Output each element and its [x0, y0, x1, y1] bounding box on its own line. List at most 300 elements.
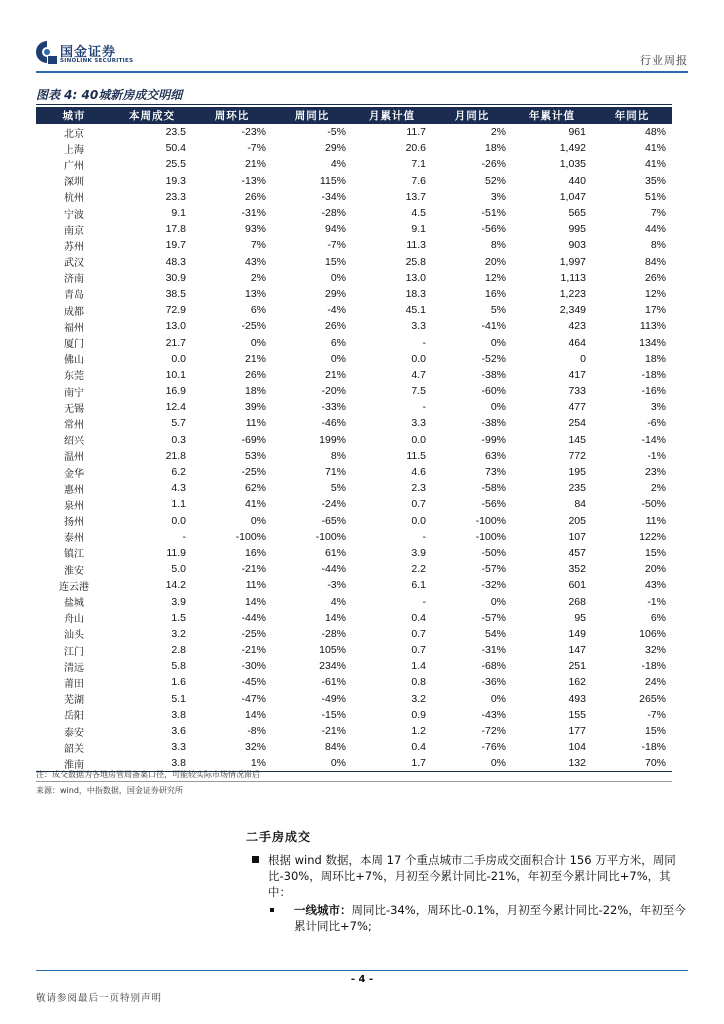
value-cell: 1,492 [559, 142, 586, 155]
city-cell: 无锡 [64, 403, 84, 415]
city-cell: 清远 [64, 662, 84, 674]
value-cell: 7% [250, 239, 266, 252]
city-cell: 成都 [64, 306, 84, 318]
value-cell: 11% [245, 417, 266, 430]
value-cell: 4.7 [411, 368, 426, 381]
value-cell: 7% [650, 207, 666, 220]
value-cell: -49% [321, 692, 346, 705]
value-cell: 4% [330, 158, 346, 171]
city-cell: 东莞 [64, 371, 84, 383]
square-bullet-icon [252, 856, 259, 863]
caption-divider [36, 104, 672, 105]
city-cell: 金华 [64, 468, 84, 480]
value-cell: - [422, 401, 426, 414]
tier1-bullet [270, 902, 692, 934]
value-cell: 565 [568, 207, 586, 220]
source-divider [36, 781, 672, 782]
value-cell: 0% [432, 755, 512, 771]
value-cell: 73% [484, 466, 506, 479]
value-cell: -45% [241, 676, 266, 689]
value-cell: -18% [641, 660, 666, 673]
city-cell: 上海 [64, 144, 84, 156]
value-cell: 6.1 [411, 579, 426, 592]
value-cell: 145 [568, 433, 586, 446]
value-cell: 177 [568, 725, 586, 738]
value-cell: 995 [568, 223, 586, 236]
value-cell: 21.8 [165, 449, 186, 462]
city-cell: 武汉 [64, 258, 84, 270]
value-cell: 0% [490, 595, 506, 608]
value-cell: 52% [484, 174, 506, 187]
value-cell: 13.0 [165, 320, 186, 333]
table-body [36, 124, 672, 772]
value-cell: 2.2 [411, 563, 426, 576]
value-cell: 21.7 [165, 336, 186, 349]
value-cell: - [422, 530, 426, 543]
value-cell: -21% [241, 563, 266, 576]
value-cell: -34% [321, 190, 346, 203]
value-cell: 155 [568, 708, 586, 721]
value-cell: - [422, 336, 426, 349]
value-cell: 29% [324, 142, 346, 155]
table-row [36, 691, 672, 707]
city-cell: 常州 [64, 419, 84, 431]
value-cell: 3.9 [171, 595, 186, 608]
value-cell: 1,997 [559, 255, 586, 268]
value-cell: 115% [319, 174, 346, 187]
value-cell: 5% [330, 482, 346, 495]
table-row [36, 448, 672, 464]
value-cell: 45.1 [405, 304, 426, 317]
value-cell: 3.2 [171, 627, 186, 640]
value-cell: 8% [650, 239, 666, 252]
value-cell: 0% [250, 514, 266, 527]
city-cell: 淮安 [64, 565, 84, 577]
value-cell: 0% [330, 352, 346, 365]
value-cell: -43% [481, 708, 506, 721]
value-cell: 6.2 [171, 466, 186, 479]
value-cell: 601 [568, 579, 586, 592]
table-row [36, 610, 672, 626]
value-cell: 423 [568, 320, 586, 333]
value-cell: -58% [481, 482, 506, 495]
table-row [36, 626, 672, 642]
value-cell: -5% [327, 126, 346, 139]
value-cell: 53% [244, 449, 266, 462]
city-cell: 深圳 [64, 177, 84, 189]
value-cell: 0.0 [411, 433, 426, 446]
value-cell: 16.9 [165, 385, 186, 398]
value-cell: 205 [568, 514, 586, 527]
value-cell: 71% [324, 466, 346, 479]
summary-bullet-text: 根据 wind 数据，本周 17 个重点城市二手房成交面积合计 156 万平方米，周同比-30%，周环比+7%，月初至今累计同比-21%，年初至今累计同比+7%，其中： [268, 853, 676, 899]
value-cell: 195 [568, 466, 586, 479]
value-cell: 3.3 [411, 320, 426, 333]
value-cell: 13.0 [405, 271, 426, 284]
city-cell: 温州 [64, 452, 84, 464]
city-cell: 连云港 [59, 581, 89, 593]
table-row [36, 593, 672, 609]
value-cell: -52% [481, 352, 506, 365]
value-cell: 1.5 [171, 611, 186, 624]
table-row [36, 383, 672, 399]
city-cell: 北京 [64, 128, 84, 140]
value-cell: 41% [644, 142, 666, 155]
value-cell: 84% [644, 255, 666, 268]
value-cell: 51% [644, 190, 666, 203]
table-row [36, 545, 672, 561]
value-cell: 0% [272, 755, 352, 771]
value-cell: 95 [574, 611, 586, 624]
city-cell: 绍兴 [64, 436, 84, 448]
table-row [36, 496, 672, 512]
value-cell: 0.7 [411, 627, 426, 640]
value-cell: 0.4 [411, 611, 426, 624]
value-cell: 19.7 [165, 239, 186, 252]
value-cell: 7.6 [411, 174, 426, 187]
value-cell: 7.5 [411, 385, 426, 398]
value-cell: 0.8 [411, 676, 426, 689]
value-cell: 25.8 [405, 255, 426, 268]
value-cell: 122% [639, 530, 666, 543]
value-cell: 0.7 [411, 644, 426, 657]
table-row [36, 464, 672, 480]
value-cell: 3% [490, 190, 506, 203]
table-row [36, 367, 672, 383]
value-cell: -30% [241, 660, 266, 673]
value-cell: 105% [319, 644, 346, 657]
value-cell: -57% [481, 611, 506, 624]
city-cell: 南京 [64, 225, 84, 237]
value-cell: 1,223 [559, 287, 586, 300]
value-cell: 32% [644, 644, 666, 657]
value-cell: 235 [568, 482, 586, 495]
value-cell: -56% [481, 223, 506, 236]
logo-text-cn: 国金证券 [60, 45, 117, 60]
value-cell: 48.3 [165, 255, 186, 268]
value-cell: 0% [490, 336, 506, 349]
value-cell: 5.1 [171, 692, 186, 705]
value-cell: 54% [484, 627, 506, 640]
value-cell: 5.7 [171, 417, 186, 430]
value-cell: -100% [235, 530, 266, 543]
value-cell: 17% [644, 304, 666, 317]
value-cell: 21% [324, 368, 346, 381]
value-cell: 107 [568, 530, 586, 543]
table-row [36, 658, 672, 674]
city-cell: 舟山 [64, 614, 84, 626]
value-cell: 23% [644, 466, 666, 479]
value-cell: 11.9 [166, 546, 186, 559]
city-cell: 盐城 [64, 598, 84, 610]
value-cell: 18% [644, 352, 666, 365]
value-cell: 8% [490, 239, 506, 252]
value-cell: 72.9 [165, 304, 186, 317]
value-cell: 254 [568, 417, 586, 430]
value-cell: 6% [250, 304, 266, 317]
small-square-bullet-icon [270, 908, 274, 912]
value-cell: 134% [639, 336, 666, 349]
column-header: 年同比 [592, 107, 672, 124]
value-cell: 12% [644, 287, 666, 300]
value-cell: 1,035 [559, 158, 586, 171]
city-cell: 南宁 [64, 387, 84, 399]
table-row [36, 334, 672, 350]
value-cell: 62% [244, 482, 266, 495]
logo-text-en: SINOLINK SECURITIES [60, 58, 134, 64]
table-row [36, 577, 672, 593]
table-row [36, 221, 672, 237]
value-cell: -31% [241, 207, 266, 220]
table-row [36, 415, 672, 431]
value-cell: 772 [568, 449, 586, 462]
value-cell: 29% [324, 287, 346, 300]
value-cell: -44% [321, 563, 346, 576]
value-cell: -1% [647, 449, 666, 462]
value-cell: 21% [244, 352, 266, 365]
value-cell: 15% [324, 255, 346, 268]
value-cell: 15% [644, 725, 666, 738]
value-cell: 4.5 [411, 207, 426, 220]
value-cell: 3.9 [411, 546, 426, 559]
table-row [36, 480, 672, 496]
value-cell: 6% [650, 611, 666, 624]
value-cell: 132 [512, 755, 592, 771]
company-logo [36, 40, 196, 70]
table-row [36, 140, 672, 156]
city-cell: 宁波 [64, 209, 84, 221]
city-cell: 杭州 [64, 193, 84, 205]
value-cell: 106% [639, 627, 666, 640]
value-cell: -6% [647, 417, 666, 430]
value-cell: -69% [241, 433, 266, 446]
value-cell: -100% [315, 530, 346, 543]
value-cell: 17.8 [165, 223, 186, 236]
city-cell: 芜湖 [64, 695, 84, 707]
summary-bullet [252, 852, 692, 900]
value-cell: -33% [321, 401, 346, 414]
value-cell: 9.1 [171, 207, 186, 220]
value-cell: 39% [244, 401, 266, 414]
city-cell: 岳阳 [64, 711, 84, 723]
value-cell: 43% [644, 579, 666, 592]
value-cell: -4% [327, 304, 346, 317]
value-cell: 24% [644, 676, 666, 689]
value-cell: 1% [192, 755, 272, 771]
value-cell: 18% [244, 385, 266, 398]
value-cell: 2.8 [171, 644, 186, 657]
value-cell: 44% [644, 223, 666, 236]
city-cell: 惠州 [64, 484, 84, 496]
value-cell: -47% [241, 692, 266, 705]
value-cell: 4.6 [411, 466, 426, 479]
city-cell: 广州 [64, 160, 84, 172]
value-cell: -13% [241, 174, 266, 187]
value-cell: 13% [244, 287, 266, 300]
new-home-transactions-table [36, 107, 672, 772]
city-cell: 江门 [64, 646, 84, 658]
value-cell: -56% [481, 498, 506, 511]
value-cell: 12% [484, 271, 506, 284]
value-cell: 3.8 [171, 708, 186, 721]
value-cell: 0.7 [411, 498, 426, 511]
table-row [36, 270, 672, 286]
value-cell: 4.3 [171, 482, 186, 495]
value-cell: -46% [321, 417, 346, 430]
value-cell: 1,047 [559, 190, 586, 203]
value-cell: 26% [644, 271, 666, 284]
table-row [36, 237, 672, 253]
value-cell: 2% [490, 126, 506, 139]
city-cell: 泰安 [64, 727, 84, 739]
city-cell: 淮南 [36, 755, 112, 771]
value-cell: -3% [327, 579, 346, 592]
value-cell: 199% [319, 433, 346, 446]
table-row [36, 723, 672, 739]
value-cell: 23.3 [165, 190, 186, 203]
table-row [36, 286, 672, 302]
section-title: 二手房成交 [246, 830, 312, 844]
value-cell: 8% [330, 449, 346, 462]
value-cell: 16% [244, 546, 266, 559]
page-number: - 4 - [350, 974, 374, 985]
column-header: 年累计值 [512, 107, 592, 124]
table-row [36, 707, 672, 723]
table-row [36, 173, 672, 189]
value-cell: 10.1 [165, 368, 186, 381]
value-cell: 0% [490, 401, 506, 414]
value-cell: 352 [568, 563, 586, 576]
tier1-detail: 周同比-34%，周环比-0.1%，月初至今累计同比-22%，年初至今累计同比+7%; [294, 903, 686, 933]
table-row [36, 529, 672, 545]
value-cell: 1.6 [171, 676, 186, 689]
value-cell: -100% [475, 530, 506, 543]
value-cell: 903 [568, 239, 586, 252]
value-cell: -72% [481, 725, 506, 738]
value-cell: 21% [244, 158, 266, 171]
value-cell: -50% [481, 546, 506, 559]
value-cell: -57% [481, 563, 506, 576]
value-cell: 113% [639, 320, 666, 333]
value-cell: -31% [481, 644, 506, 657]
value-cell: 268 [568, 595, 586, 608]
value-cell: 417 [568, 368, 586, 381]
city-cell: 苏州 [64, 241, 84, 253]
value-cell: -51% [481, 207, 506, 220]
value-cell: -38% [481, 417, 506, 430]
value-cell: 265% [639, 692, 666, 705]
value-cell: 63% [484, 449, 506, 462]
city-cell: 福州 [64, 322, 84, 334]
table-row [36, 189, 672, 205]
value-cell: 0% [490, 692, 506, 705]
city-cell: 济南 [64, 274, 84, 286]
value-cell: -25% [241, 627, 266, 640]
value-cell: 48% [644, 126, 666, 139]
value-cell: 3.3 [171, 741, 186, 754]
value-cell: 7.1 [411, 158, 426, 171]
value-cell: 35% [644, 174, 666, 187]
value-cell: 234% [319, 660, 346, 673]
value-cell: 3.8 [112, 755, 192, 771]
value-cell: -76% [481, 741, 506, 754]
value-cell: 15% [644, 546, 666, 559]
header-divider [36, 71, 688, 73]
value-cell: 41% [244, 498, 266, 511]
value-cell: -100% [475, 514, 506, 527]
value-cell: 3.2 [411, 692, 426, 705]
value-cell: -26% [481, 158, 506, 171]
city-cell: 泉州 [64, 500, 84, 512]
value-cell: 0.9 [411, 708, 426, 721]
value-cell: 43% [244, 255, 266, 268]
value-cell: 1,113 [560, 271, 586, 284]
value-cell: -65% [321, 514, 346, 527]
value-cell: 25.5 [165, 158, 186, 171]
value-cell: 1.2 [411, 725, 426, 738]
value-cell: 32% [244, 741, 266, 754]
value-cell: - [422, 595, 426, 608]
value-cell: 5% [490, 304, 506, 317]
value-cell: 20.6 [405, 142, 426, 155]
value-cell: 464 [568, 336, 586, 349]
value-cell: 2,349 [559, 304, 586, 317]
value-cell: -20% [321, 385, 346, 398]
value-cell: 50.4 [165, 142, 186, 155]
value-cell: -24% [321, 498, 346, 511]
value-cell: 11% [645, 514, 666, 527]
table-row [36, 399, 672, 415]
value-cell: 493 [568, 692, 586, 705]
table-header-row [36, 107, 672, 124]
city-cell: 厦门 [64, 339, 84, 351]
value-cell: 477 [568, 401, 586, 414]
value-cell: 147 [568, 644, 586, 657]
value-cell: -25% [241, 466, 266, 479]
table-row [36, 561, 672, 577]
city-cell: 镇江 [64, 549, 84, 561]
value-cell: 18.3 [405, 287, 426, 300]
value-cell: 12.4 [165, 401, 186, 414]
value-cell: 84 [574, 498, 586, 511]
value-cell: 440 [568, 174, 586, 187]
value-cell: -99% [481, 433, 506, 446]
value-cell: -60% [481, 385, 506, 398]
city-cell: 汕头 [64, 630, 84, 642]
value-cell: -21% [241, 644, 266, 657]
value-cell: 149 [568, 627, 586, 640]
value-cell: -15% [321, 708, 346, 721]
value-cell: -61% [321, 676, 346, 689]
value-cell: 14.2 [165, 579, 186, 592]
value-cell: 26% [324, 320, 346, 333]
table-row [36, 205, 672, 221]
value-cell: -8% [247, 725, 266, 738]
city-cell: 莆田 [64, 678, 84, 690]
value-cell: 0% [330, 271, 346, 284]
table-row [36, 513, 672, 529]
value-cell: 3.6 [171, 725, 186, 738]
value-cell: -41% [481, 320, 506, 333]
value-cell: -50% [641, 498, 666, 511]
table-caption: 图表 4: 40城新房成交明细 [36, 88, 183, 102]
value-cell: -1% [647, 595, 666, 608]
value-cell: 0% [250, 336, 266, 349]
value-cell: 3.3 [411, 417, 426, 430]
value-cell: 5.8 [171, 660, 186, 673]
value-cell: -18% [641, 368, 666, 381]
column-header: 月累计值 [352, 107, 432, 124]
